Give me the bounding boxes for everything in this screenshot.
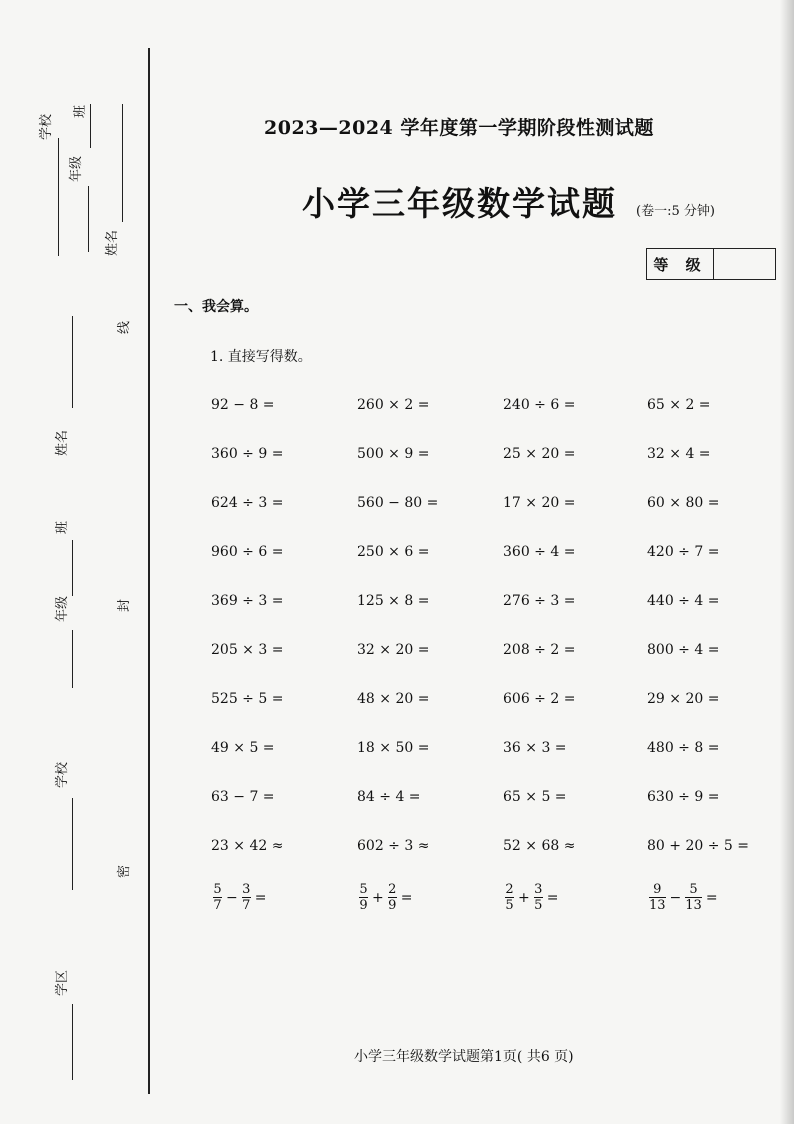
grade-box-label: 等 级	[647, 249, 714, 279]
problem-item: 48 × 20 =	[357, 691, 430, 707]
grade-box-value[interactable]	[714, 249, 775, 279]
problem-item: 208 ÷ 2 =	[503, 642, 576, 658]
name-label: 姓名	[55, 429, 70, 456]
fraction: $\frac{3}{7}$	[242, 882, 251, 913]
problem-item: 440 ÷ 4 =	[647, 593, 720, 609]
fraction-operator: −	[669, 889, 682, 906]
top-grade-underline	[88, 186, 89, 252]
school-underline	[72, 798, 73, 890]
top-name-underline	[122, 104, 123, 222]
name-underline	[72, 316, 73, 408]
fraction-problem	[647, 882, 771, 913]
fraction-problem	[503, 882, 647, 913]
problem-item: 560 − 80 =	[357, 495, 439, 511]
problem-item: 240 ÷ 6 =	[503, 397, 576, 413]
fraction: $\frac{3}{5}$	[534, 882, 543, 913]
problem-item: 36 × 3 =	[503, 740, 567, 756]
feng-label: 封	[117, 598, 132, 612]
exam-main-title: 小学三年级数学试题	[302, 184, 617, 223]
fraction: $\frac{2}{5}$	[505, 882, 514, 913]
fraction: $\frac{5}{7}$	[213, 882, 222, 913]
exam-subtitle: (卷一:5 分钟)	[636, 204, 715, 219]
problem-item: 360 ÷ 9 =	[211, 446, 284, 462]
top-school-label: 学校	[39, 113, 54, 140]
class-underline	[72, 540, 73, 596]
problem-item: 49 × 5 =	[211, 740, 275, 756]
question-title: 1. 直接写得数。	[210, 349, 312, 365]
problem-item: 606 ÷ 2 =	[503, 691, 576, 707]
equals-sign: =	[705, 889, 718, 906]
section-title: 一、我会算。	[174, 299, 258, 315]
problem-item: 80 + 20 ÷ 5 =	[647, 838, 749, 854]
xian-label: 线	[117, 320, 132, 334]
problem-item: 52 × 68 ≈	[503, 838, 576, 854]
grade-box	[646, 248, 776, 280]
fraction-problem	[357, 882, 503, 913]
fraction-operator: +	[372, 889, 384, 906]
top-name-label: 姓名	[105, 229, 120, 256]
problem-item: 420 ÷ 7 =	[647, 544, 720, 560]
page-edge-shadow	[780, 0, 794, 1124]
problem-item: 32 × 4 =	[647, 446, 711, 462]
problem-item: 205 × 3 =	[211, 642, 284, 658]
problem-item: 500 × 9 =	[357, 446, 430, 462]
equals-sign: =	[254, 889, 267, 906]
problem-item: 800 ÷ 4 =	[647, 642, 720, 658]
grade-label-margin: 年级	[55, 595, 70, 622]
problem-item: 92 − 8 =	[211, 397, 275, 413]
binding-line	[148, 48, 150, 1094]
problem-item: 32 × 20 =	[357, 642, 430, 658]
problem-item: 525 ÷ 5 =	[211, 691, 284, 707]
class-label: 班	[55, 520, 70, 534]
problem-item: 29 × 20 =	[647, 691, 720, 707]
problem-item: 602 ÷ 3 ≈	[357, 838, 430, 854]
problem-item: 125 × 8 =	[357, 593, 430, 609]
problem-item: 250 × 6 =	[357, 544, 430, 560]
problem-item: 18 × 50 =	[357, 740, 430, 756]
problem-item: 65 × 5 =	[503, 789, 567, 805]
problem-item: 65 × 2 =	[647, 397, 711, 413]
problem-item: 60 × 80 =	[647, 495, 720, 511]
equals-sign: =	[400, 889, 413, 906]
fraction-operator: −	[226, 889, 238, 906]
page-footer: 小学三年级数学试题第1页( 共6 页)	[354, 1049, 574, 1065]
problem-item: 25 × 20 =	[503, 446, 576, 462]
problem-item: 624 ÷ 3 =	[211, 495, 284, 511]
problem-item: 276 ÷ 3 =	[503, 593, 576, 609]
school-label: 学校	[55, 761, 70, 788]
fraction: $\frac{9}{13}$	[649, 882, 666, 913]
problem-item: 480 ÷ 8 =	[647, 740, 720, 756]
district-label: 学区	[55, 969, 70, 996]
fraction-problem-row	[211, 882, 771, 913]
top-school-underline	[58, 138, 59, 256]
problem-item: 17 × 20 =	[503, 495, 576, 511]
district-underline	[72, 1004, 73, 1080]
problem-item: 260 × 2 =	[357, 397, 430, 413]
problem-item: 23 × 42 ≈	[211, 838, 284, 854]
problem-item: 960 ÷ 6 =	[211, 544, 284, 560]
fraction: $\frac{5}{9}$	[359, 882, 368, 913]
problem-item: 84 ÷ 4 =	[357, 789, 421, 805]
fraction: $\frac{5}{13}$	[685, 882, 702, 913]
exam-series-title: 2023—2024 学年度第一学期阶段性测试题	[264, 117, 654, 139]
equals-sign: =	[546, 889, 559, 906]
fraction-operator: +	[518, 889, 530, 906]
top-grade-label: 年级	[69, 155, 84, 182]
grade-underline	[72, 630, 73, 688]
problem-item: 360 ÷ 4 =	[503, 544, 576, 560]
fraction: $\frac{2}{9}$	[388, 882, 397, 913]
top-class-underline	[90, 104, 91, 148]
top-class-label: 班	[73, 104, 88, 118]
fraction-problem	[211, 882, 357, 913]
problem-item: 63 − 7 =	[211, 789, 275, 805]
problem-item: 630 ÷ 9 =	[647, 789, 720, 805]
problem-grid	[211, 392, 771, 882]
mi-label: 密	[117, 864, 132, 878]
problem-item: 369 ÷ 3 =	[211, 593, 284, 609]
